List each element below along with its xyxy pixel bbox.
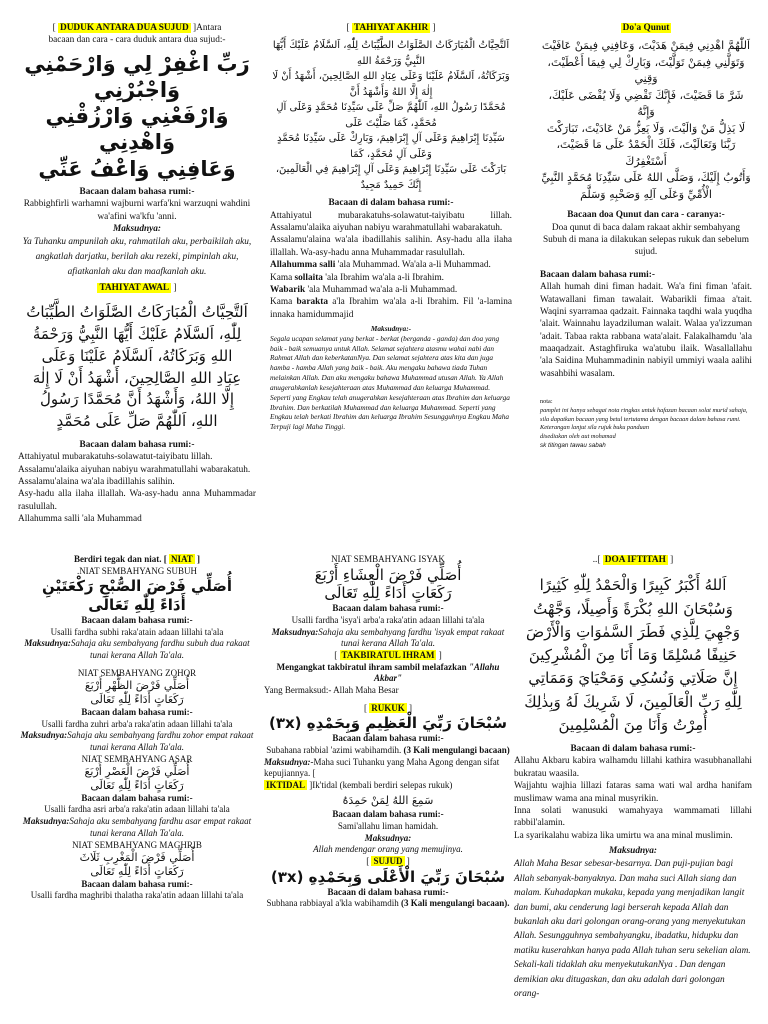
niat-subuh-maksud: Sahaja aku sembahyang fardhu subuh dua rakaat tunai kerana Allah Ta'ala. bbox=[70, 638, 250, 660]
doa-iftitah-rumi: Allahu Akbaru kabira walhamdu lillahi kathira wasubhanallahi bukratau waasila. Wajjahtu wajhia lillazi fataras sama wati wal ardha hanifam muslimaw wama ana minal musyrikin. Inna solati wanusuki wamahyaya wammamati lillahi rabbil'alamin. La syarikalahu wabiza lika umirtu wa ana minal muslimin. bbox=[514, 756, 752, 841]
niat-zohor-arabic: أُصَلِّي فَرْضَ الظُّهْرِ أَرْبَعَ رَكَعَاتٍ أَدَاءً لِلّٰهِ تَعَالَى bbox=[84, 679, 190, 707]
section-doa-iftitah: ..[ DOA IFTITAH ] اَللهُ أَكْبَرُ كَبِيرًا وَالْحَمْدُ لِلّٰهِ كَثِيرًا وَسُبْحَانَ اللهِ بُكْرَةً وَأَصِيلًا، وَجَّهْتُ وَجْهِيَ لِلَّذِي فَطَرَ السَّمٰوَاتِ وَالْأَرْضَ حَنِيفًا مُسْلِمًا وَمَا أَنَا مِنَ الْمُشْرِكِينَ إِنَّ صَلَاتِي وَنُسُكِي وَمَحْيَايَ وَمَمَاتِي لِلّٰهِ رَبِّ الْعَالَمِينَ، لَا شَرِيكَ لَهُ وَبِذٰلِكَ أُمِرْتُ وَأَنَا مِنَ الْمُسْلِمِينَ Bacaan di dalam bahasa rumi:- Allahu Akbaru kabira walhamdu lillahi kathira wasubhanallahi bukratau waasila. Wajjahtu wajhia lillazi fataras sama wati wal ardha hanifam muslimaw wama ana minal musyrikin. Inna solati wanusuki wamahyaya wammamati lillahi rabbil'alamin. La syarikalahu wabiza lika umirtu wa ana minal muslimin. Maksudnya: Allah Maha Besar sebesar-besarnya. Dan puji-pujian bagi Allah sebanyak-banyaknya. Dan maha suci Allah siang dan malam. Kuhadapkan mukaku, kepada yang menjadikan langit dan bumi, aku cenderung lagi berserah kepada Allah dan bukanlah aku dari golongan orang-orang yang menyekutukan Allah. Sesungguhnya sembahyangku, ibadatku, hidupku dan matiku kuserahkan hanya pada Allah tuhan seru sekelian alam. Sekali-kali tidaklah aku menyekutukanNya . Dan dengan demikian aku ditugaskan, dan aku adalah dari golongan orang- bbox=[514, 554, 752, 1001]
section-niat: Berdiri tegak dan niat. [ NIAT ] .NIAT SEMBAHYANG SUBUH أُصَلِّي فَرْضَ الصُّبْحِ رَكْعَتَيْنِ أَدَاءً لِلّٰهِ تَعَالَى Bacaan dalam bahasa rumi:- Usalli fardha subhi raka'atain adaan lillahi ta'ala Maksudnya:Sahaja aku sembahyang fardhu subuh dua rakaat tunai kerana Allah Ta'ala. NIAT SEMBAHYANG ZOHOR أُصَلِّي فَرْضَ الظُّهْرِ أَرْبَعَ رَكَعَاتٍ أَدَاءً لِلّٰهِ تَعَالَى Bacaan dalam bahasa rumi:- Usalli fardha zuhri arba'a raka'atin adaan lillahi ta'ala Maksudnya:Sahaja aku sembahyang fardhu zohor empat rakaat tunai kerana Allah Ta'ala. NIAT SEMBAHYANG ASAR أُصَلِّي فَرْضَ الْعَصْرِ أَرْبَعَ رَكَعَاتٍ أَدَاءً لِلّٰهِ تَعَالَى Bacaan dalam bahasa rumi:- Usalli fardha asri arba'a raka'atin adaan lillahi ta'ala Maksudnya:Sahaja aku sembahyang fardhu asar empat rakaat tunai kerana Allah Ta'ala. NIAT SEMBAHYANG MAGHRIB أُصَلِّي فَرْضَ الْمَغْرِبِ ثَلَاثَ رَكَعَاتٍ أَدَاءً لِلّٰهِ تَعَالَى Bacaan dalam bahasa rumi:- Usalli fardha maghribi thalatha raka'atin adaan lillahi ta'ala bbox=[18, 554, 256, 902]
doa-qunut-rumi-heading: Bacaan dalam bahasa rumi:- bbox=[540, 269, 655, 280]
doa-iftitah-rumi-heading: Bacaan di dalam bahasa rumi:- bbox=[570, 744, 696, 755]
tahiyat-awal-rumi: Attahiyatul mubarakatuhs-solawatut-taiyibatu lillah. Assalamu'alaika aiyuhan nabiyu warahmatullahi wabarakatuh. Assalamu'alaina wa'ala ibadillahis salihin. Asy-hadu alla ilaha illallah. Wa-asy-hadu anna Muhammadar rasulullah. Allahumma salli 'ala Muhammad bbox=[18, 452, 256, 525]
niat-isyak-maksud: Sahaja aku sembahyang fardhu 'isyak empat rakaat tunai kerana Allah Ta'ala. bbox=[318, 626, 505, 649]
niat-subuh-arabic: أُصَلِّي فَرْضَ الصُّبْحِ رَكْعَتَيْنِ أَدَاءً لِلّٰهِ تَعَالَى bbox=[42, 577, 232, 615]
tahiyat-akhir-maksud: Segala ucapan selamat yang berkat - berkat (berganda - ganda) dan doa yang baik - baik semuanya untuk Allah. Selamat sejahtera atasmu wahai nabi dan Rahmat Allah dan keberkatanNya. Dan selamat sejahtera atas kita dan juga hamba - hamba Allah yang baik - baik. Aku mengaku bahawa tiada Tuhan melainkan Allah. Dan aku mengaku bahawa Muhammad utusan Allah. Ya Allah anugerahkanlah kesejahteraan atas Muhammad dan keluarga Muhammad. Seperti yang Engkau telah anugerahkan kesejahteraan atas Ibrahim dan keluarga Ibrahim. Dan berkatilah Muhammad dan keluarga Muhammad. Seperti yang Engkau telah berkati Ibrahim dan keluarga Ibrahim Sesungguhnya Engkau Maha Terpuji lagi Maha Tinggi. bbox=[270, 333, 510, 432]
duduk-title: DUDUK ANTARA DUA SUJUD bbox=[60, 23, 189, 33]
rukuk-maksud: Maha suci Tuhanku yang Maha Agong dengan sifat kepujiannya. [ bbox=[264, 756, 500, 779]
niat-title: NIAT bbox=[170, 554, 193, 564]
doa-qunut-intro: Doa qunut di baca dalam rakaat akhir sembahyang Subuh di mana ia dilakukan selepas rukuk dan sebelum sujud. bbox=[542, 222, 750, 258]
duduk-intro: bacaan dan cara - cara duduk antara dua sujud:- bbox=[48, 35, 226, 46]
duduk-rumi: Rabbighfirli warhamni wajburni warfa'kni warzuqni wahdini wa'afini wa'kfu 'anni. bbox=[23, 199, 251, 222]
doa-iftitah-title: DOA IFTITAH bbox=[604, 555, 666, 565]
tahiyat-awal-title: TAHIYAT AWAL bbox=[99, 283, 170, 294]
niat-isyak-rumi: Usalli fardha 'isya'i arba'a raka'atin adaan lillahi ta'ala bbox=[291, 614, 485, 625]
tahiyat-akhir-title: TAHIYAT AKHIR bbox=[353, 23, 429, 33]
niat-asar-rumi: Usalli fardha asri arba'a raka'atin adaan lillahi ta'ala bbox=[44, 804, 230, 815]
doa-qunut-arabic: اَللّٰهُمَّ اهْدِنِي فِيمَنْ هَدَيْتَ، وَعَافِنِي فِيمَنْ عَافَيْتَ وَتَوَلَّنِي فِيمَنْ تَوَلَّيْتَ، وَبَارِكْ لِي فِيمَا أَعْطَيْتَ، وَقِنِي شَرَّ مَا قَضَيْتَ، فَإِنَّكَ تَقْضِي وَلَا يُقْضَى عَلَيْكَ، وَإِنَّهُ لَا يَذِلُّ مَنْ وَالَيْتَ، وَلَا يَعِزُّ مَنْ عَادَيْتَ، تَبَارَكْتَ رَبَّنَا وَتَعَالَيْتَ، فَلَكَ الْحَمْدُ عَلَى مَا قَضَيْتَ، أَسْتَغْفِرُكَ وَأَتُوبُ إِلَيْكَ، وَصَلَّى اللهُ عَلَى سَيِّدِنَا مُحَمَّدٍ النَّبِيِّ الْأُمِّيِّ وَعَلَى آلِهِ وَصَحْبِهِ وَسَلَّمَ bbox=[541, 39, 751, 201]
section-tahiyat-akhir: [ TAHIYAT AKHIR ] اَلتَّحِيَّاتُ الْمُبَارَكَاتُ الصَّلَوَاتُ الطَّيِّبَاتُ لِلّٰهِ، اَلسَّلَامُ عَلَيْكَ أَيُّهَا النَّبِيُّ وَرَحْمَةُ اللهِ وَبَرَكَاتُهُ، اَلسَّلَامُ عَلَيْنَا وَعَلَى عِبَادِ اللهِ الصَّالِحِينَ، أَشْهَدُ أَنْ لَا إِلٰهَ إِلَّا اللهُ وَأَشْهَدُ أَنَّ مُحَمَّدًا رَسُولُ اللهِ، اَللّٰهُمَّ صَلِّ عَلَى سَيِّدِنَا مُحَمَّدٍ وَعَلَى آلِ مُحَمَّدٍ، كَمَا صَلَّيْتَ عَلَى سَيِّدِنَا إِبْرَاهِيمَ وَعَلَى آلِ إِبْرَاهِيمَ، وَبَارِكْ عَلَى سَيِّدِنَا مُحَمَّدٍ وَعَلَى آلِ مُحَمَّدٍ، كَمَا بَارَكْتَ عَلَى سَيِّدِنَا إِبْرَاهِيمَ وَعَلَى آلِ إِبْرَاهِيمَ فِي الْعَالَمِينَ، إِنَّكَ حَمِيدٌ مَجِيدٌ Bacaan di dalam bahasa rumi:- Attahiyatul mubarakatuhs-solawatut-taiyibatu lillah. Assalamu'alaika aiyuhan nabiyu warahmatullahi wabarakatuh. Assalamu'alaina wa'ala ibadillahis salihin. Asy-hadu alla ilaha illallah. Wa-asy-hadu anna Muhammadar rasulullah. Allahumma salli 'ala Muhammad. Wa'ala a-li Muhammad. Kama sollaita 'ala Ibrahim wa'ala a-li Ibrahim. Wabarik 'ala Muhammad wa'ala a-li Muhammad. Kama barakta a'la Ibrahim wa'ala a-li Ibrahim. Fil 'a-lamina innaka hamidummajid Maksudnya:- Segala ucapan selamat yang berkat - berkat (berganda - ganda) dan doa yang baik - baik semuanya untuk Allah. Selamat sejahtera atasmu wahai nabi dan Rahmat Allah dan keberkatanNya. Dan selamat sejahtera atas kita dan juga hamba - hamba Allah yang baik - baik. Aku mengaku bahawa tiada Tuhan melainkan Allah. Dan aku mengaku bahawa Muhammad utusan Allah. Ya Allah anugerahkanlah kesejahteraan atas Muhammad dan keluarga Muhammad. Seperti yang Engkau telah anugerahkan kesejahteraan atas Ibrahim dan keluarga Ibrahim. Dan berkatilah Muhammad dan keluarga Muhammad. Seperti yang Engkau telah berkati Ibrahim dan keluarga Ibrahim Sesungguhnya Engkau Maha Terpuji lagi Maha Tinggi. bbox=[270, 23, 512, 432]
doa-iftitah-maksud-heading: Maksudnya: bbox=[608, 845, 658, 856]
iktidal-maksud: Allah mendengar orang yang memujinya. bbox=[313, 844, 463, 855]
niat-asar-title: NIAT SEMBAHYANG ASAR bbox=[81, 753, 193, 764]
sujud-rumi: Subhana rabbiayal a'kla wabihamdih bbox=[266, 898, 399, 909]
iktidal-arabic: سَمِعَ اللهُ لِمَنْ حَمِدَهُ bbox=[342, 793, 434, 807]
rukuk-title: RUKUK bbox=[371, 702, 405, 713]
takbiratul-ihram-maksud: Yang Bermaksud:- Allah Maha Besar bbox=[264, 685, 399, 695]
niat-zohor-title: NIAT SEMBAHYANG ZOHOR bbox=[77, 667, 197, 678]
section-doa-qunut bbox=[540, 22, 752, 451]
duduk-rumi-heading: Bacaan dalam bahasa rumi:- bbox=[79, 186, 195, 197]
doa-qunut-rumi: Allah humah dini fiman hadait. Wa'a fini fiman 'afait. Watawallani fiman tawalait. Wabarikli fimaa a'tait. Waqini syarramaa qadzait. Fainnaka taqdhi wala yuqdha 'alait. Wainnahu layadziluman walait. Walaa ya'izzuman 'adait. Tabaa rakta rabbana wata'alait. Falakalhamdu 'ala maaqadzait. Astaghfiruka wa'atubu ilaik. Wasallallahu 'ala Saidina Muhammadinin nabiyil ummiyi waala aalihi wasahbihi wasalam. bbox=[540, 282, 752, 379]
takbiratul-ihram-title: TAKBIRATUL IHRAM bbox=[341, 649, 435, 660]
niat-maghrib-rumi: Usalli fardha maghribi thalatha raka'atin adaan lillahi ta'ala bbox=[30, 890, 244, 901]
tahiyat-akhir-rumi-heading: Bacaan di dalam bahasa rumi:- bbox=[328, 198, 454, 209]
rukuk-rumi: Subahana rabbial 'azimi wabihamdih. bbox=[266, 744, 402, 755]
rukuk-count: (3 Kali mengulangi bacaan) bbox=[403, 744, 510, 755]
doa-qunut-intro-heading: Bacaan doa Qunut dan cara - caranya:- bbox=[567, 210, 725, 221]
rukuk-arabic: سُبْحَانَ رَبِّيَ الْعَظِيمِ وَبِحَمْدِهِ (٣x) bbox=[268, 714, 508, 733]
sujud-count: (3 Kali mengulangi bacaan). bbox=[401, 898, 510, 909]
tahiyat-awal-rumi-heading: Bacaan dalam bahasa rumi:- bbox=[79, 439, 195, 450]
tahiyat-awal-arabic: اَلتَّحِيَّاتُ الْمُبَارَكَاتُ الصَّلَوَاتُ الطَّيِّبَاتُ لِلّٰهِ، اَلسَّلَامُ عَلَيْكَ أَيُّهَا النَّبِيُّ وَرَحْمَةُ اللهِ وَبَرَكَاتُهُ، اَلسَّلَامُ عَلَيْنَا وَعَلَى عِبَادِ اللهِ الصَّالِحِينَ، أَشْهَدُ أَنْ لَا إِلٰهَ إِلَّا اللهُ، وَأَشْهَدُ أَنَّ مُحَمَّدًا رَسُولُ اللهِ، اَللّٰهُمَّ صَلِّ عَلَى مُحَمَّدٍ bbox=[26, 303, 248, 431]
nota-disediakan: disediakan oleh aut mohamad bbox=[540, 433, 616, 441]
iktidal-title: IKTIDAL bbox=[266, 779, 306, 790]
tahiyat-akhir-arabic: اَلتَّحِيَّاتُ الْمُبَارَكَاتُ الصَّلَوَاتُ الطَّيِّبَاتُ لِلّٰهِ، اَلسَّلَامُ عَلَيْكَ أَيُّهَا النَّبِيُّ وَرَحْمَةُ اللهِ وَبَرَكَاتُهُ، اَلسَّلَامُ عَلَيْنَا وَعَلَى عِبَادِ اللهِ الصَّالِحِينَ، أَشْهَدُ أَنْ لَا إِلٰهَ إِلَّا اللهُ وَأَشْهَدُ أَنَّ مُحَمَّدًا رَسُولُ اللهِ، اَللّٰهُمَّ صَلِّ عَلَى سَيِّدِنَا مُحَمَّدٍ وَعَلَى آلِ مُحَمَّدٍ، كَمَا صَلَّيْتَ عَلَى سَيِّدِنَا إِبْرَاهِيمَ وَعَلَى آلِ إِبْرَاهِيمَ، وَبَارِكْ عَلَى سَيِّدِنَا مُحَمَّدٍ وَعَلَى آلِ مُحَمَّدٍ، كَمَا بَارَكْتَ عَلَى سَيِّدِنَا إِبْرَاهِيمَ وَعَلَى آلِ إِبْرَاهِيمَ فِي الْعَالَمِينَ، إِنَّكَ حَمِيدٌ مَجِيدٌ bbox=[272, 40, 510, 191]
duduk-maksud: Ya Tuhanku ampunilah aku, rahmatilah aku, perbaikilah aku, angkatlah darjatku, berilah aku rezeki, pimpinlah aku, afiatkanlah aku dan maafkanlah aku. bbox=[22, 237, 252, 278]
duduk-arabic: رَبِّ اغْفِرْ لِي وَارْحَمْنِي وَاجْبُرْنِي وَارْفَعْنِي وَارْزُقْنِي وَاهْدِنِي وَعَافِنِي وَاعْفُ عَنِّي bbox=[24, 51, 250, 181]
tahiyat-akhir-rumi: Attahiyatul mubarakatuhs-solawatut-taiyibatu lillah. Assalamu'alaika aiyuhan nabiyu warahmatullahi wabarakatuh. Assalamu'alaina wa'ala ibadillahis salihin. Asy-hadu alla ilaha illallah. Wa-asy-hadu anna Muhammadar rasulullah. Allahumma salli 'ala Muhammad. Wa'ala a-li Muhammad. Kama sollaita 'ala Ibrahim wa'ala a-li Ibrahim. Wabarik 'ala Muhammad wa'ala a-li Muhammad. Kama barakta a'la Ibrahim wa'ala a-li Ibrahim. Fil 'a-lamina innaka hamidummajid bbox=[270, 210, 512, 320]
nota-sekolah: sk titingan tawau sabah bbox=[540, 442, 606, 450]
niat-subuh-rumi: Usalli fardha subhi raka'atain adaan lillahi ta'ala bbox=[50, 626, 224, 637]
doa-iftitah-maksud: Allah Maha Besar sebesar-besarnya. Dan puji-pujian bagi Allah sebanyak-banyaknya. Dan maha suci Allah siang dan malam. Kuhadapkan mukaku, kepada yang menjadikan langit dan bumi, aku cenderung lagi berserah kepada Allah dan bukanlah aku dari golongan orang-orang yang menyekutukan Allah. Sesungguhnya sembahyangku, ibadatku, hidupku dan matiku kuserahkan hanya pada Allah tuhan seru sekelian alam. Sekali-kali tidaklah aku menyekutukanNya . Dan dengan demikian aku ditugaskan, dan aku adalah dari golongan orang- bbox=[514, 859, 751, 999]
tahiyat-akhir-maksud-heading: Maksudnya:- bbox=[370, 323, 412, 333]
niat-maghrib-title: NIAT SEMBAHYANG MAGHRIB bbox=[72, 839, 202, 850]
iktidal-rumi: Sami'allahu liman hamidah. bbox=[337, 821, 439, 831]
niat-isyak-title: NIAT SEMBAHYANG ISYAK bbox=[331, 554, 445, 564]
sujud-title: SUJUD bbox=[373, 856, 403, 867]
duduk-maksud-heading: Maksudnya: bbox=[112, 224, 162, 235]
niat-asar-arabic: أُصَلِّي فَرْضَ الْعَصْرِ أَرْبَعَ رَكَعَاتٍ أَدَاءً لِلّٰهِ تَعَالَى bbox=[84, 765, 190, 792]
niat-asar-maksud: Sahaja aku sembahyang fardhu asar empat rakaat tunai kerana Allah Ta'ala. bbox=[69, 816, 252, 838]
niat-subuh-title: .NIAT SEMBAHYANG SUBUH bbox=[76, 565, 198, 576]
doa-iftitah-arabic: اَللهُ أَكْبَرُ كَبِيرًا وَالْحَمْدُ لِلّٰهِ كَثِيرًا وَسُبْحَانَ اللهِ بُكْرَةً وَأَصِيلًا، وَجَّهْتُ وَجْهِيَ لِلَّذِي فَطَرَ السَّمٰوَاتِ وَالْأَرْضَ حَنِيفًا مُسْلِمًا وَمَا أَنَا مِنَ الْمُشْرِكِينَ إِنَّ صَلَاتِي وَنُسُكِي وَمَحْيَايَ وَمَمَاتِي لِلّٰهِ رَبِّ الْعَالَمِينَ، لَا شَرِيكَ لَهُ وَبِذٰلِكَ أُمِرْتُ وَأَنَا مِنَ الْمُسْلِمِينَ bbox=[524, 576, 742, 734]
section-duduk-antara-dua-sujud: [ DUDUK ANTARA DUA SUJUD ]Antara bacaan dan cara - cara duduk antara dua sujud:- رَبِّ اغْفِرْ لِي وَارْحَمْنِي وَاجْبُرْنِي وَارْفَعْنِي وَارْزُقْنِي وَاهْدِنِي وَعَافِنِي وَاعْفُ عَنِّي Bacaan dalam bahasa rumi:- Rabbighfirli warhamni wajburni warfa'kni warzuqni wahdini wa'afini wa'kfu 'anni. Maksudnya: Ya Tuhanku ampunilah aku, rahmatilah aku, perbaikilah aku, angkatlah darjatku, berilah aku rezeki, pimpinlah aku, afiatkanlah aku dan maafkanlah aku. TAHIYAT AWAL ] اَلتَّحِيَّاتُ الْمُبَارَكَاتُ الصَّلَوَاتُ الطَّيِّبَاتُ لِلّٰهِ، اَلسَّلَامُ عَلَيْكَ أَيُّهَا النَّبِيُّ وَرَحْمَةُ اللهِ وَبَرَكَاتُهُ، اَلسَّلَامُ عَلَيْنَا وَعَلَى عِبَادِ اللهِ الصَّالِحِينَ، أَشْهَدُ أَنْ لَا إِلٰهَ إِلَّا اللهُ، وَأَشْهَدُ أَنَّ مُحَمَّدًا رَسُولُ اللهِ، اَللّٰهُمَّ صَلِّ عَلَى مُحَمَّدٍ Bacaan dalam bahasa rumi:- Attahiyatul mubarakatuhs-solawatut-taiyibatu lillah. Assalamu'alaika aiyuhan nabiyu warahmatullahi wabarakatuh. Assalamu'alaina wa'ala ibadillahis salihin. Asy-hadu alla ilaha illallah. Wa-asy-hadu anna Muhammadar rasulullah. Allahumma salli 'ala Muhammad bbox=[18, 23, 256, 525]
nota-label: nota: bbox=[540, 398, 553, 406]
niat-isyak-arabic: أُصَلِّي فَرْضَ الْعِشَاءِ أَرْبَعَ رَكَعَاتٍ أَدَاءً لِلّٰهِ تَعَالَى bbox=[314, 565, 462, 603]
section-isyak-rukuk-sujud: NIAT SEMBAHYANG ISYAK أُصَلِّي فَرْضَ الْعِشَاءِ أَرْبَعَ رَكَعَاتٍ أَدَاءً لِلّٰهِ تَعَالَى Bacaan dalam bahasa rumi:- Usalli fardha 'isya'i arba'a raka'atin adaan lillahi ta'ala Maksudnya:Sahaja aku sembahyang fardhu 'isyak empat rakaat tunai kerana Allah Ta'ala. [ TAKBIRATUL IHRAM ] Mengangkat takbiratul ihram sambil melafazkan "Allahu Akbar" Yang Bermaksud:- Allah Maha Besar [ RUKUK ] سُبْحَانَ رَبِّيَ الْعَظِيمِ وَبِحَمْدِهِ (٣x) Bacaan dalam bahasa rumi:- Subahana rabbial 'azimi wabihamdih. (3 Kali mengulangi bacaan) Maksudnya:-Maha suci Tuhanku yang Maha Agong dengan sifat kepujiannya. [ IKTIDAL ]Ik'tidal (kembali berdiri selepas rukuk) سَمِعَ اللهُ لِمَنْ حَمِدَهُ Bacaan dalam bahasa rumi:- Sami'allahu liman hamidah. Maksudnya: Allah mendengar orang yang memujinya. [ SUJUD ] سُبْحَانَ رَبِّيَ الْأَعْلَى وَبِحَمْدِهِ (٣x) Bacaan di dalam bahasa rumi:- Subhana rabbiayal a'kla wabihamdih (3 Kali mengulangi bacaan). bbox=[264, 554, 512, 910]
niat-maghrib-arabic: أُصَلِّي فَرْضَ الْمَغْرِبِ ثَلَاثَ رَكَعَاتٍ أَدَاءً لِلّٰهِ تَعَالَى bbox=[79, 851, 195, 878]
sujud-arabic: سُبْحَانَ رَبِّيَ الْأَعْلَى وَبِحَمْدِهِ (٣x) bbox=[270, 867, 506, 886]
nota-text: pamplet ini hanya sebagai nota ringkas untuk hafazan bacaan solat murid sahaja, sila dapatkan bacaan yang betul tertutama dengan bacaan dalam bahasa rumi. Keterangan lanjut sila rujuk buku panduan bbox=[540, 406, 748, 432]
doa-qunut-title: Do'a Qunut bbox=[622, 23, 670, 33]
niat-zohor-maksud: Sahaja aku sembahyang fardhu zohor empat rakaat tunai kerana Allah Ta'ala. bbox=[67, 730, 254, 752]
niat-zohor-rumi: Usalli fardha zuhri arba'a raka'atin adaan lillahi ta'ala bbox=[41, 718, 233, 729]
